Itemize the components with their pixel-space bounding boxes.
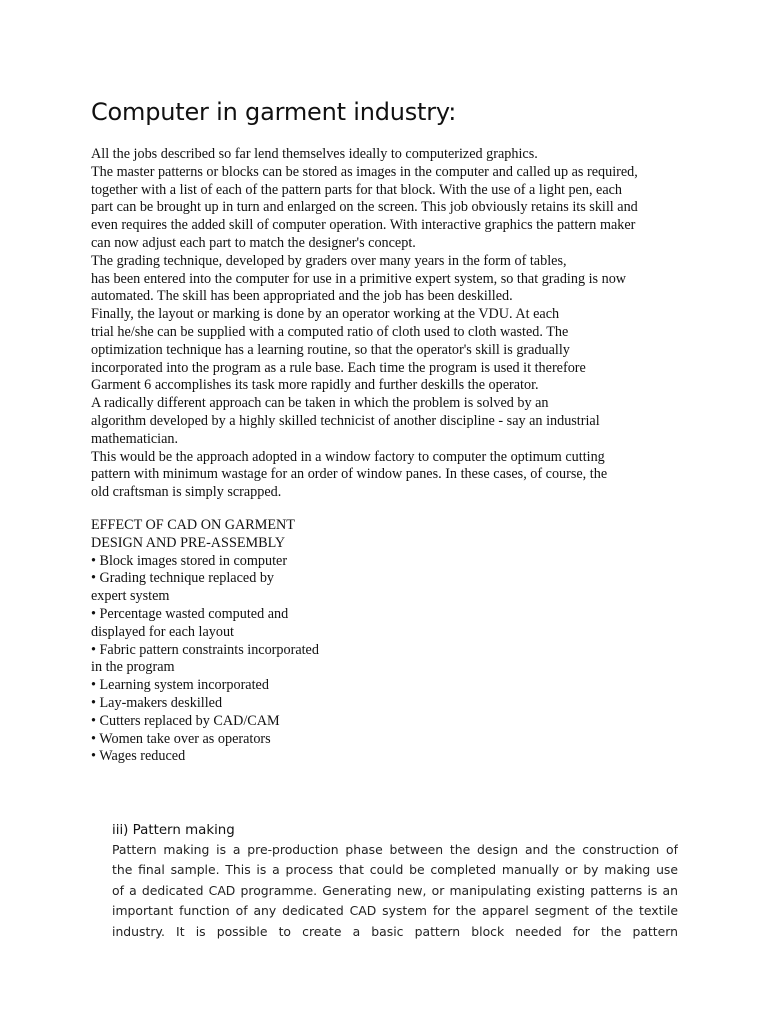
body-line: has been entered into the computer for use in a primitive expert system, so that grading is now xyxy=(91,270,627,287)
body-line: automated. The skill has been appropriated and the job has been deskilled. xyxy=(91,288,513,305)
body-line: pattern with minimum wastage for an order of window panes. In these cases, of course, the xyxy=(91,466,608,483)
body-line: incorporated into the program as a rule base. Each time the program is used it therefore xyxy=(91,359,586,376)
body-line: This would be the approach adopted in a window factory to computer the optimum cutting xyxy=(91,448,605,465)
effect-list-item: displayed for each layout xyxy=(91,623,235,640)
paragraph-line: of a dedicated CAD programme. Generating new, or manipulating existing patterns is an xyxy=(112,882,678,898)
effect-list-item: expert system xyxy=(91,588,170,605)
page-title: Computer in garment industry: xyxy=(91,98,457,126)
body-line: Finally, the layout or marking is done by an operator working at the VDU. At each xyxy=(91,306,560,323)
body-line: old craftsman is simply scrapped. xyxy=(91,484,282,501)
effect-list-item: • Fabric pattern constraints incorporated xyxy=(91,641,319,658)
body-line: The master patterns or blocks can be stored as images in the computer and called up as required, xyxy=(91,163,638,180)
body-line: algorithm developed by a highly skilled technicist of another discipline - say an industrial xyxy=(91,412,600,429)
body-line: The grading technique, developed by graders over many years in the form of tables, xyxy=(91,252,567,269)
body-line: Garment 6 accomplishes its task more rapidly and further deskills the operator. xyxy=(91,377,539,394)
effect-heading-line: EFFECT OF CAD ON GARMENT xyxy=(91,517,295,533)
effect-heading-line: DESIGN AND PRE-ASSEMBLY xyxy=(91,534,286,551)
body-line: All the jobs described so far lend themselves ideally to computerized graphics. xyxy=(91,146,538,162)
effect-list-item: • Learning system incorporated xyxy=(91,677,269,694)
body-line: mathematician. xyxy=(91,430,179,447)
body-line: even requires the added skill of computer operation. With interactive graphics the pattern maker xyxy=(91,217,636,234)
effect-list-item: in the program xyxy=(91,659,175,676)
effect-list-item: • Wages reduced xyxy=(91,748,186,765)
paragraph-line: Pattern making is a pre-production phase between the design and the construction of xyxy=(112,842,678,857)
effect-list-item: • Women take over as operators xyxy=(91,730,271,747)
body-line: can now adjust each part to match the designer's concept. xyxy=(91,234,416,251)
effect-list-item: • Lay-makers deskilled xyxy=(91,694,223,711)
paragraph-line: the final sample. This is a process that could be completed manually or by making use xyxy=(112,862,678,878)
effect-list-item: • Grading technique replaced by xyxy=(91,570,275,587)
paragraph-line: industry. It is possible to create a basic pattern block needed for the pattern xyxy=(112,923,678,939)
body-line: together with a list of each of the pattern parts for that block. With the use of a light pen, each xyxy=(91,181,623,198)
section-heading: iii) Pattern making xyxy=(112,823,235,838)
effect-list-item: • Cutters replaced by CAD/CAM xyxy=(91,712,280,729)
effect-of-cad-list xyxy=(91,517,319,766)
body-line: trial he/she can be supplied with a computed ratio of cloth used to cloth wasted. The xyxy=(91,323,569,340)
body-text xyxy=(91,146,638,502)
body-line: part can be brought up in turn and enlarged on the screen. This job obviously retains its skill and xyxy=(91,199,638,216)
pattern-making-paragraph xyxy=(112,840,678,942)
paragraph-line: important function of any dedicated CAD system for the apparel segment of the textile xyxy=(112,903,678,919)
body-line: optimization technique has a learning routine, so that the operator's skill is gradually xyxy=(91,341,570,358)
effect-list-item: • Percentage wasted computed and xyxy=(91,605,289,622)
effect-list-item: • Block images stored in computer xyxy=(91,552,288,569)
body-line: A radically different approach can be taken in which the problem is solved by an xyxy=(91,395,549,412)
